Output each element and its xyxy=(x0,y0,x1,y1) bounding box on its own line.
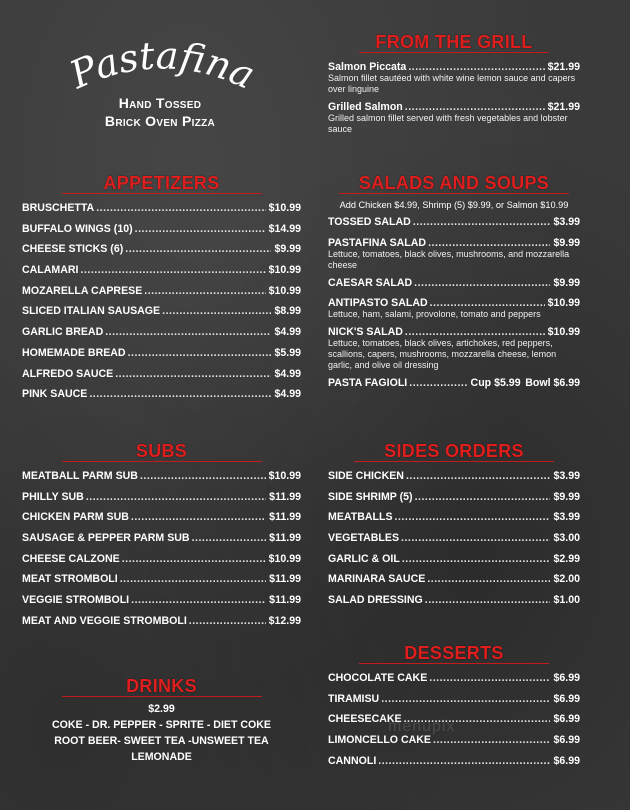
item-price: $11.99 xyxy=(269,573,301,586)
item-price-bowl: Bowl $6.99 xyxy=(525,377,580,390)
item-price-cup: Cup $5.99 xyxy=(470,377,521,390)
item-price: $10.99 xyxy=(268,552,301,565)
section-divider xyxy=(354,461,554,462)
item-price: $1.00 xyxy=(553,594,580,607)
leader-dots xyxy=(395,511,551,523)
leader-dots xyxy=(381,693,550,705)
item-name: ALFREDO SAUCE xyxy=(22,367,114,380)
menu-item xyxy=(328,277,580,298)
item-price: $11.99 xyxy=(269,490,301,503)
item-name: MEAT AND VEGGIE STROMBOLI xyxy=(22,614,187,627)
menu-item xyxy=(22,573,301,594)
menu-item xyxy=(328,237,580,271)
leader-dots xyxy=(131,594,266,606)
watermark: menupix xyxy=(388,718,456,735)
menu-item xyxy=(328,470,580,491)
menu-item xyxy=(22,264,301,285)
item-price: $4.99 xyxy=(274,388,301,401)
item-name: VEGGIE STROMBOLI xyxy=(22,594,130,607)
menu-item xyxy=(328,216,580,237)
menu-item xyxy=(328,532,580,553)
drinks-line: COKE - DR. PEPPER - SPRITE - DIET COKE xyxy=(52,719,271,731)
item-name: MEATBALLS xyxy=(328,511,393,524)
leader-dots xyxy=(144,285,265,297)
menu-item xyxy=(22,615,301,636)
menu-item xyxy=(22,532,301,553)
item-name: BRUSCHETTA xyxy=(22,202,95,214)
drinks-line: ROOT BEER- SWEET TEA -UNSWEET TEA xyxy=(54,735,269,747)
item-price: $6.99 xyxy=(553,734,580,747)
leader-dots xyxy=(409,377,467,389)
tagline-hand-tossed: Hand Tossed xyxy=(118,95,202,111)
menu-item xyxy=(328,491,580,512)
item-name: GARLIC BREAD xyxy=(22,326,104,339)
item-description: Salmon fillet sautéed with white wine lemon sauce and capers over linguine xyxy=(328,73,576,94)
item-price: $12.99 xyxy=(268,614,301,627)
item-description: Lettuce, tomatoes, black olives, mushrooms, and mozzarella cheese xyxy=(328,248,570,270)
item-name: PINK SAUCE xyxy=(22,388,88,401)
item-price: $10.99 xyxy=(268,202,301,214)
item-price: $4.99 xyxy=(274,367,301,380)
leader-dots xyxy=(120,573,266,585)
item-name: LIMONCELLO CAKE xyxy=(328,734,431,747)
section-title: APPETIZERS xyxy=(103,173,220,193)
menu-item xyxy=(22,202,301,223)
menu-item xyxy=(22,223,301,244)
item-name: SIDE CHICKEN xyxy=(328,470,404,482)
leader-dots xyxy=(425,594,551,606)
tagline-brick-oven: Brick Oven Pizza xyxy=(104,113,216,129)
section-title: FROM THE GRILL xyxy=(375,32,533,52)
salad-addon-note: Add Chicken $4.99, Shrimp (5) $9.99, or Salmon $10.99 xyxy=(339,200,569,210)
item-name: PHILLY SUB xyxy=(22,490,84,503)
menu-item xyxy=(328,693,580,714)
leader-dots xyxy=(406,470,551,482)
menu-item xyxy=(22,511,301,532)
leader-dots xyxy=(402,553,551,565)
section-divider xyxy=(62,193,262,194)
item-price: $2.99 xyxy=(553,552,580,565)
item-price: $3.99 xyxy=(553,511,580,524)
leader-dots xyxy=(125,243,271,255)
item-name: CHEESECAKE xyxy=(328,713,402,726)
menu-item xyxy=(22,470,301,491)
item-price: $21.99 xyxy=(547,61,580,73)
leader-dots xyxy=(427,573,550,585)
item-price: $11.99 xyxy=(269,511,301,524)
item-name: HOMEMADE BREAD xyxy=(22,346,126,359)
item-description: Lettuce, ham, salami, provolone, tomato and peppers xyxy=(328,309,541,320)
item-price: $11.99 xyxy=(269,594,301,607)
item-name: CHICKEN PARM SUB xyxy=(22,511,129,524)
drinks-line: LEMONADE xyxy=(131,751,192,763)
menu-item xyxy=(22,285,301,306)
leader-dots xyxy=(162,305,271,317)
menu-item xyxy=(22,368,301,389)
section-desserts xyxy=(328,643,580,775)
section-title: DRINKS xyxy=(126,676,197,696)
item-name: PASTA FAGIOLI xyxy=(328,377,408,390)
menu-item xyxy=(22,388,301,409)
item-price: $10.99 xyxy=(547,297,580,310)
item-name: CHEESE STICKS (6) xyxy=(22,243,124,256)
section-subs xyxy=(22,441,301,636)
menu-item xyxy=(22,243,301,264)
logo-text: Pastafina xyxy=(63,40,262,98)
menu-item xyxy=(328,101,580,135)
menu-item xyxy=(328,61,580,95)
leader-dots xyxy=(135,223,266,235)
section-appetizers xyxy=(22,173,301,409)
item-price: $21.99 xyxy=(547,101,580,113)
item-name: TOSSED SALAD xyxy=(328,216,411,228)
section-divider xyxy=(339,193,569,194)
leader-dots xyxy=(430,297,545,309)
leader-dots xyxy=(189,615,266,627)
item-name: Grilled Salmon xyxy=(328,101,403,113)
item-price: $3.99 xyxy=(553,470,580,482)
leader-dots xyxy=(86,491,266,503)
leader-dots xyxy=(413,216,551,228)
leader-dots xyxy=(378,755,550,767)
item-name: Salmon Piccata xyxy=(328,61,407,73)
item-name: SLICED ITALIAN SAUSAGE xyxy=(22,305,161,318)
leader-dots xyxy=(428,237,550,249)
item-price: $10.99 xyxy=(268,284,301,297)
item-price: $9.99 xyxy=(274,243,301,256)
menu-item xyxy=(22,594,301,615)
section-drinks xyxy=(22,676,301,765)
item-name: PASTAFINA SALAD xyxy=(328,236,427,249)
menu-item xyxy=(328,573,580,594)
item-price: $9.99 xyxy=(553,236,580,249)
section-title: SUBS xyxy=(135,441,188,461)
item-name: SAUSAGE & PEPPER PARM SUB xyxy=(22,532,190,545)
item-name: SIDE SHRIMP (5) xyxy=(328,490,413,503)
menu-item xyxy=(328,734,580,755)
menu-item xyxy=(22,305,301,326)
menu-item xyxy=(328,672,580,693)
item-name: MOZARELLA CAPRESE xyxy=(22,284,143,297)
menu-item xyxy=(328,326,580,371)
item-name: ANTIPASTO SALAD xyxy=(328,297,428,310)
leader-dots xyxy=(192,532,267,544)
menu-item xyxy=(22,553,301,574)
item-name: BUFFALO WINGS (10) xyxy=(22,222,133,235)
item-price: $6.99 xyxy=(553,754,580,767)
item-name: TIRAMISU xyxy=(328,692,380,705)
section-title: DESSERTS xyxy=(404,643,504,663)
item-price: $11.99 xyxy=(269,532,301,545)
leader-dots xyxy=(408,61,544,73)
menu-item xyxy=(22,326,301,347)
section-title: SALADS AND SOUPS xyxy=(358,173,550,193)
leader-dots xyxy=(115,368,271,380)
item-name: MARINARA SAUCE xyxy=(328,573,426,586)
item-description: Grilled salmon fillet served with fresh vegetables and lobster sauce xyxy=(328,113,568,134)
item-name: MEATBALL PARM SUB xyxy=(22,470,138,482)
item-name: CHOCOLATE CAKE xyxy=(328,672,428,684)
leader-dots xyxy=(401,532,550,544)
section-title: SIDES ORDERS xyxy=(384,441,524,461)
item-price: $9.99 xyxy=(553,276,580,289)
leader-dots xyxy=(89,388,271,400)
menu-item xyxy=(328,553,580,574)
section-salads xyxy=(328,173,580,398)
leader-dots xyxy=(96,202,265,214)
item-price: $14.99 xyxy=(268,222,301,235)
leader-dots xyxy=(414,277,550,289)
section-divider xyxy=(359,52,549,53)
leader-dots xyxy=(81,264,266,276)
item-name: CAESAR SALAD xyxy=(328,276,413,289)
menu-item xyxy=(328,594,580,615)
section-divider xyxy=(62,696,262,697)
leader-dots xyxy=(122,553,266,565)
item-name: CHEESE CALZONE xyxy=(22,552,120,565)
item-price: $6.99 xyxy=(553,692,580,705)
item-price: $10.99 xyxy=(268,470,301,482)
item-price: $3.00 xyxy=(553,532,580,545)
item-name: CANNOLI xyxy=(328,754,377,767)
item-name: SALAD DRESSING xyxy=(328,594,423,607)
logo-tagline xyxy=(45,94,275,130)
item-price: $10.99 xyxy=(547,326,580,339)
menu-item xyxy=(22,347,301,368)
item-name: VEGETABLES xyxy=(328,532,400,545)
menu-item xyxy=(328,755,580,776)
item-price: $2.00 xyxy=(553,573,580,586)
section-sides xyxy=(328,441,580,615)
item-price: $3.99 xyxy=(553,216,580,228)
item-price: $5.99 xyxy=(274,346,301,359)
leader-dots xyxy=(415,491,551,503)
drinks-price: $2.99 xyxy=(148,703,175,715)
item-price: $6.99 xyxy=(553,672,580,684)
section-divider xyxy=(62,461,262,462)
menu-item xyxy=(22,491,301,512)
leader-dots xyxy=(429,672,550,684)
item-name: CALAMARI xyxy=(22,264,79,277)
item-price: $6.99 xyxy=(553,713,580,726)
leader-dots xyxy=(140,470,266,482)
menu-item xyxy=(328,297,580,320)
item-price: $8.99 xyxy=(274,305,301,318)
svg-text:Pastafina xyxy=(63,40,262,98)
item-name: MEAT STROMBOLI xyxy=(22,573,118,586)
leader-dots xyxy=(405,101,545,113)
leader-dots xyxy=(131,511,266,523)
leader-dots xyxy=(105,326,271,338)
leader-dots xyxy=(128,347,272,359)
section-grill xyxy=(328,32,580,141)
item-name: NICK'S SALAD xyxy=(328,326,403,339)
leader-dots xyxy=(405,326,545,338)
section-divider xyxy=(359,663,549,664)
item-price: $10.99 xyxy=(268,264,301,277)
menu-item-pasta-fagioli xyxy=(328,377,580,398)
menu-item xyxy=(328,511,580,532)
item-description: Lettuce, tomatoes, black olives, artichokes, red peppers, scallions, capers, mushrooms, mozzarella cheese, lemon garlic, and olive oil dressing xyxy=(328,338,557,371)
item-price: $9.99 xyxy=(553,490,580,503)
item-price: $4.99 xyxy=(274,326,301,339)
drinks-list xyxy=(22,701,301,765)
item-name: GARLIC & OIL xyxy=(328,552,400,565)
